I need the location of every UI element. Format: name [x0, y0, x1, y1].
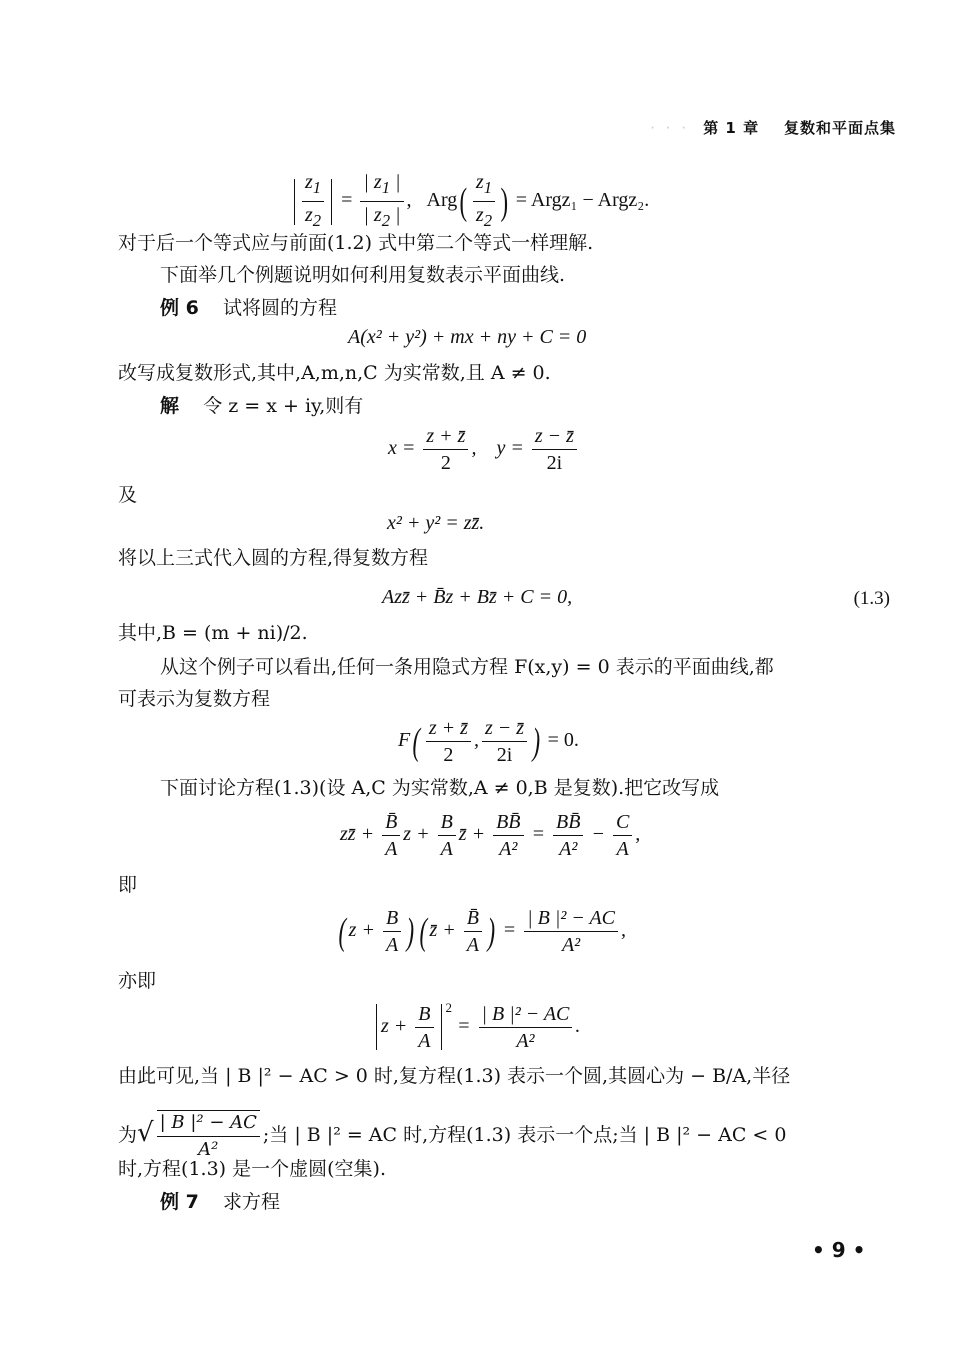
text-line: 对于后一个等式应与前面(1.2) 式中第二个等式一样理解. [118, 232, 594, 254]
radius-suffix: ;当 | B |² = AC 时,方程(1.3) 表示一个点;当 | B |² − AC < 0 [262, 1124, 787, 1146]
equation-modulus-arg: $\frac{z_1}{z_2}$ = $\frac{| z_1 |}{| z_2 |}$ , Arg( $\frac{z_1}{z_2}$ ) = Argz₁ − Argz₂. [290, 170, 649, 233]
sqrt-expression: √ $\frac{\text{| B |² − AC}}{\text{A²}}$ [137, 1110, 263, 1162]
solution-heading [160, 393, 363, 419]
text-line: 其中,B = (m + ni)/2. [118, 622, 308, 644]
arg-rhs: = Argz₁ − Argz₂. [515, 189, 650, 212]
text-line: 可表示为复数方程 [118, 688, 271, 710]
ghost-mark: · · · [650, 119, 689, 137]
text-line: 改写成复数形式,其中,A,m,n,C 为实常数,且 A ≠ 0. [118, 362, 551, 384]
text-line: 即 [118, 874, 138, 896]
F-label: F [398, 729, 411, 752]
equation-circle: A(x² + y²) + mx + ny + C = 0 [348, 326, 587, 348]
example-label: 例 6 [160, 297, 199, 319]
example-6-heading [160, 295, 337, 321]
example-text: 试将圆的方程 [223, 297, 338, 319]
equation-rewrite: zz̄ + $\frac{B̄}{A}$ z + $\frac{B}{A}$ z̄ + $\frac{BB̄}{\text{A²}}$ = $\frac{BB̄}{\text{A²}}$ − $\frac{C}{A}$ , [340, 811, 641, 860]
running-head [650, 117, 896, 138]
text-line: 将以上三式代入圆的方程,得复数方程 [118, 547, 429, 569]
equation-number: (1.3) [853, 588, 890, 609]
equation-sum-squares: x² + y² = zz̄. [387, 512, 485, 534]
rhs-numerator: | B |² − AC [524, 906, 618, 932]
equation-F: F( $\frac{z + z̄}{2}$ , $\frac{z - z̄}{2i}$ ) = 0. [398, 717, 579, 766]
example-7-heading [160, 1189, 280, 1215]
chapter-label: 第 1 章 [703, 119, 760, 137]
text-line: 时,方程(1.3) 是一个虚圆(空集). [118, 1158, 386, 1180]
text-line: 由此可见,当 | B |² − AC > 0 时,复方程(1.3) 表示一个圆,其圆心为 − B/A,半径 [118, 1065, 791, 1087]
text-line: 及 [118, 484, 138, 506]
text-line: 下面讨论方程(1.3)(设 A,C 为实常数,A ≠ 0,B 是复数).把它改写成 [160, 777, 720, 799]
text-line: 亦即 [118, 970, 157, 992]
arg-label: Arg [426, 189, 458, 212]
solution-text: 令 z = x + iy,则有 [203, 395, 364, 417]
equation-1-3: Azz̄ + B̄z + Bz̄ + C = 0, [382, 586, 573, 608]
equation-factored: ( z + $\frac{B}{A}$ ) ( z̄ + $\frac{B̄}{A}$ ) = $\frac{\text{| B |² − AC}}{\text{A²}}$ , [338, 907, 627, 956]
y-eq-label: y = [496, 437, 524, 460]
x-eq-label: x = [388, 437, 416, 460]
chapter-title: 复数和平面点集 [783, 119, 896, 137]
text-line-radius [118, 1110, 786, 1162]
solution-label: 解 [160, 395, 180, 417]
example-text: 求方程 [223, 1191, 281, 1213]
example-label: 例 7 [160, 1191, 199, 1213]
F-rhs: = 0. [547, 729, 579, 752]
radius-prefix: 为 [118, 1124, 138, 1146]
text-line: 从这个例子可以看出,任何一条用隐式方程 F(x,y) = 0 表示的平面曲线,都 [160, 656, 774, 678]
text-line: 下面举几个例题说明如何利用复数表示平面曲线. [160, 264, 566, 286]
equation-xy: x = $\frac{z + z̄}{2}$ , y = $\frac{z - z̄}{2i}$ [388, 424, 580, 475]
equation-modulus-squared: z + $\frac{B}{A}$ $^2$ = $\frac{\text{| B |² − AC}}{\text{A²}}$ . [372, 1000, 580, 1053]
page-number: • 9 • [812, 1238, 866, 1262]
